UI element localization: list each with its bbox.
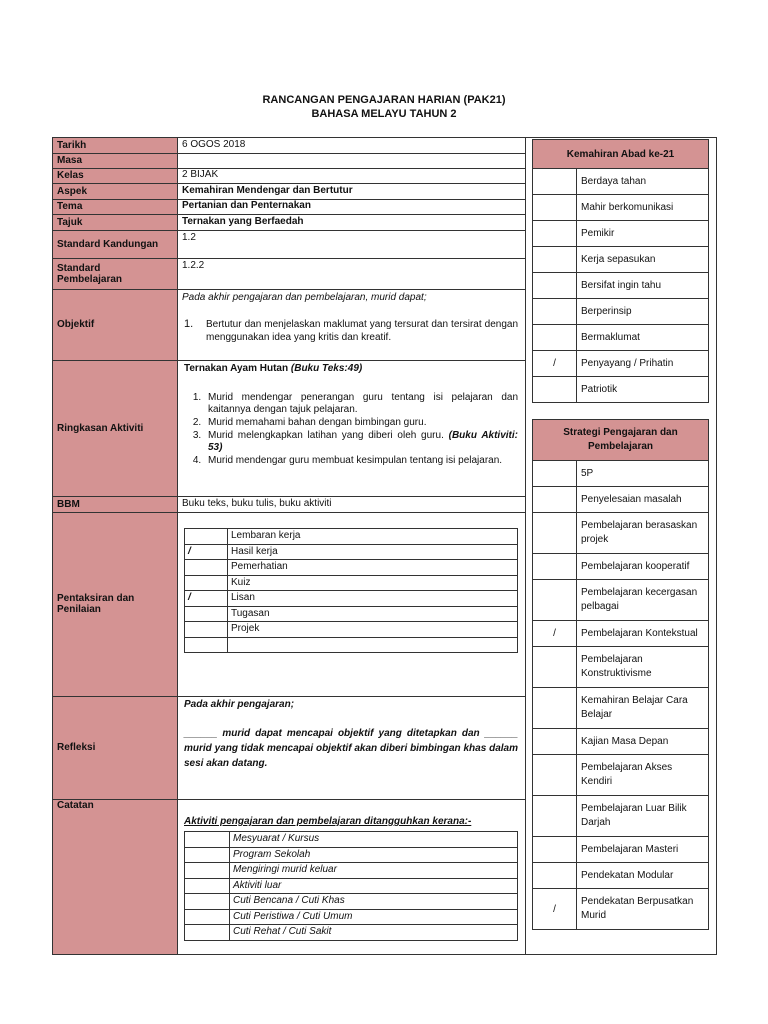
table-row: Pembelajaran kooperatif (533, 554, 709, 580)
label-objektif: Objektif (57, 319, 95, 330)
aspek-value: Kemahiran Mendengar dan Bertutur (182, 185, 353, 196)
table-row: Aktiviti luar (185, 878, 518, 894)
table-row: Berdaya tahan (533, 169, 709, 195)
refleksi-intro: Pada akhir pengajaran; (184, 699, 295, 710)
abad-table (532, 139, 709, 403)
catatan-intro: Aktiviti pengajaran dan pembelajaran ditangguhkan kerana:- (184, 816, 472, 827)
kelas-value: 2 BIJAK (182, 169, 219, 180)
label-standard-pembelajaran: Standard Pembelajaran (57, 262, 123, 285)
document-subtitle: BAHASA MELAYU TAHUN 2 (311, 108, 457, 120)
table-row: Cuti Peristiwa / Cuti Umum (185, 909, 518, 925)
label-pentaksiran: Pentaksiran dan Penilaian (57, 593, 135, 615)
table-row: Pendekatan Modular (533, 863, 709, 889)
table-row: Cuti Rehat / Cuti Sakit (185, 925, 518, 941)
label-tajuk: Tajuk (57, 216, 83, 228)
table-row: Lembaran kerja (185, 529, 518, 545)
standard-kandungan-value: 1.2 (182, 232, 196, 243)
catatan-table (184, 831, 518, 941)
table-row: Projek (185, 622, 518, 638)
table-row: Pembelajaran Konstruktivisme (533, 647, 709, 688)
strategi-header: Strategi Pengajaran dan Pembelajaran (533, 420, 709, 461)
label-ringkasan-aktiviti: Ringkasan Aktiviti (57, 422, 144, 434)
objektif-intro: Pada akhir pengajaran dan pembelajaran, murid dapat; (182, 292, 427, 303)
table-row: Pembelajaran Masteri (533, 837, 709, 863)
strategi-table (532, 419, 709, 930)
table-row: Bermaklumat (533, 325, 709, 351)
label-kelas: Kelas (57, 170, 84, 181)
standard-pembelajaran-value: 1.2.2 (182, 260, 205, 271)
table-row: / Hasil kerja (185, 544, 518, 560)
list-item: 1. Murid mendengar penerangan guru tentang isi pelajaran dan kaitannya dengan tajuk pelajaran. (204, 392, 518, 416)
table-row: Pembelajaran Luar Bilik Darjah (533, 796, 709, 837)
table-row: / Pembelajaran Kontekstual (533, 621, 709, 647)
table-row: Bersifat ingin tahu (533, 273, 709, 299)
objektif-item: 1. Bertutur dan menjelaskan maklumat yang tersurat dan tersirat dengan menggunakan idea yang kritis dan kreatif. (184, 318, 518, 343)
table-row (185, 637, 518, 653)
table-row: Mengiringi murid keluar (185, 863, 518, 879)
tema-value: Pertanian dan Penternakan (182, 200, 311, 211)
document-title: RANCANGAN PENGAJARAN HARIAN (PAK21) (262, 94, 506, 106)
tarikh-value: 6 OGOS 2018 (182, 139, 246, 150)
table-row: Cuti Bencana / Cuti Khas (185, 894, 518, 910)
table-row: / Penyayang / Prihatin (533, 351, 709, 377)
table-row: Penyelesaian masalah (533, 487, 709, 513)
label-bbm: BBM (57, 498, 80, 510)
table-row: Patriotik (533, 377, 709, 403)
table-row: Pembelajaran Akses Kendiri (533, 755, 709, 796)
table-row: Pemikir (533, 221, 709, 247)
table-row: Kerja sepasukan (533, 247, 709, 273)
list-item: 3. Murid melengkapkan latihan yang diberi oleh guru. (Buku Aktiviti: 53) (204, 430, 518, 454)
list-item: 2. Murid memahami bahan dengan bimbingan guru. (204, 417, 518, 429)
table-row: Pemerhatian (185, 560, 518, 576)
table-row: Mahir berkomunikasi (533, 195, 709, 221)
table-row: Kemahiran Belajar Cara Belajar (533, 688, 709, 729)
table-row: 5P (533, 461, 709, 487)
ringkasan-heading: Ternakan Ayam Hutan (Buku Teks:49) (184, 363, 363, 374)
list-item: 4. Murid mendengar guru membuat kesimpulan tentang isi pelajaran. (204, 455, 518, 467)
label-tarikh: Tarikh (57, 140, 87, 151)
table-row: Pembelajaran berasaskan projek (533, 513, 709, 554)
table-row: Kajian Masa Depan (533, 729, 709, 755)
label-catatan: Catatan (57, 800, 94, 811)
table-row: / Pendekatan Berpusatkan Murid (533, 889, 709, 930)
abad-header: Kemahiran Abad ke-21 (533, 140, 709, 169)
table-row: Pembelajaran kecergasan pelbagai (533, 580, 709, 621)
table-row: Kuiz (185, 575, 518, 591)
table-row: Berperinsip (533, 299, 709, 325)
label-masa: Masa (57, 155, 83, 166)
refleksi-text: ______ murid dapat mencapai objektif yang ditetapkan dan ______ murid yang tidak mencapai objektif akan diberi bimbingan khas dalam sesi akan datang. (184, 728, 518, 769)
bbm-value: Buku teks, buku tulis, buku aktiviti (182, 498, 332, 509)
label-refleksi: Refleksi (57, 742, 96, 753)
tajuk-value: Ternakan yang Berfaedah (182, 216, 304, 227)
table-row: Mesyuarat / Kursus (185, 832, 518, 848)
table-row: Tugasan (185, 606, 518, 622)
label-aspek: Aspek (57, 185, 88, 197)
label-tema: Tema (57, 201, 83, 212)
table-row: / Lisan (185, 591, 518, 607)
label-standard-kandungan: Standard Kandungan (57, 238, 159, 250)
table-row: Program Sekolah (185, 847, 518, 863)
ringkasan-list (184, 392, 518, 467)
pentaksiran-table (184, 528, 518, 653)
